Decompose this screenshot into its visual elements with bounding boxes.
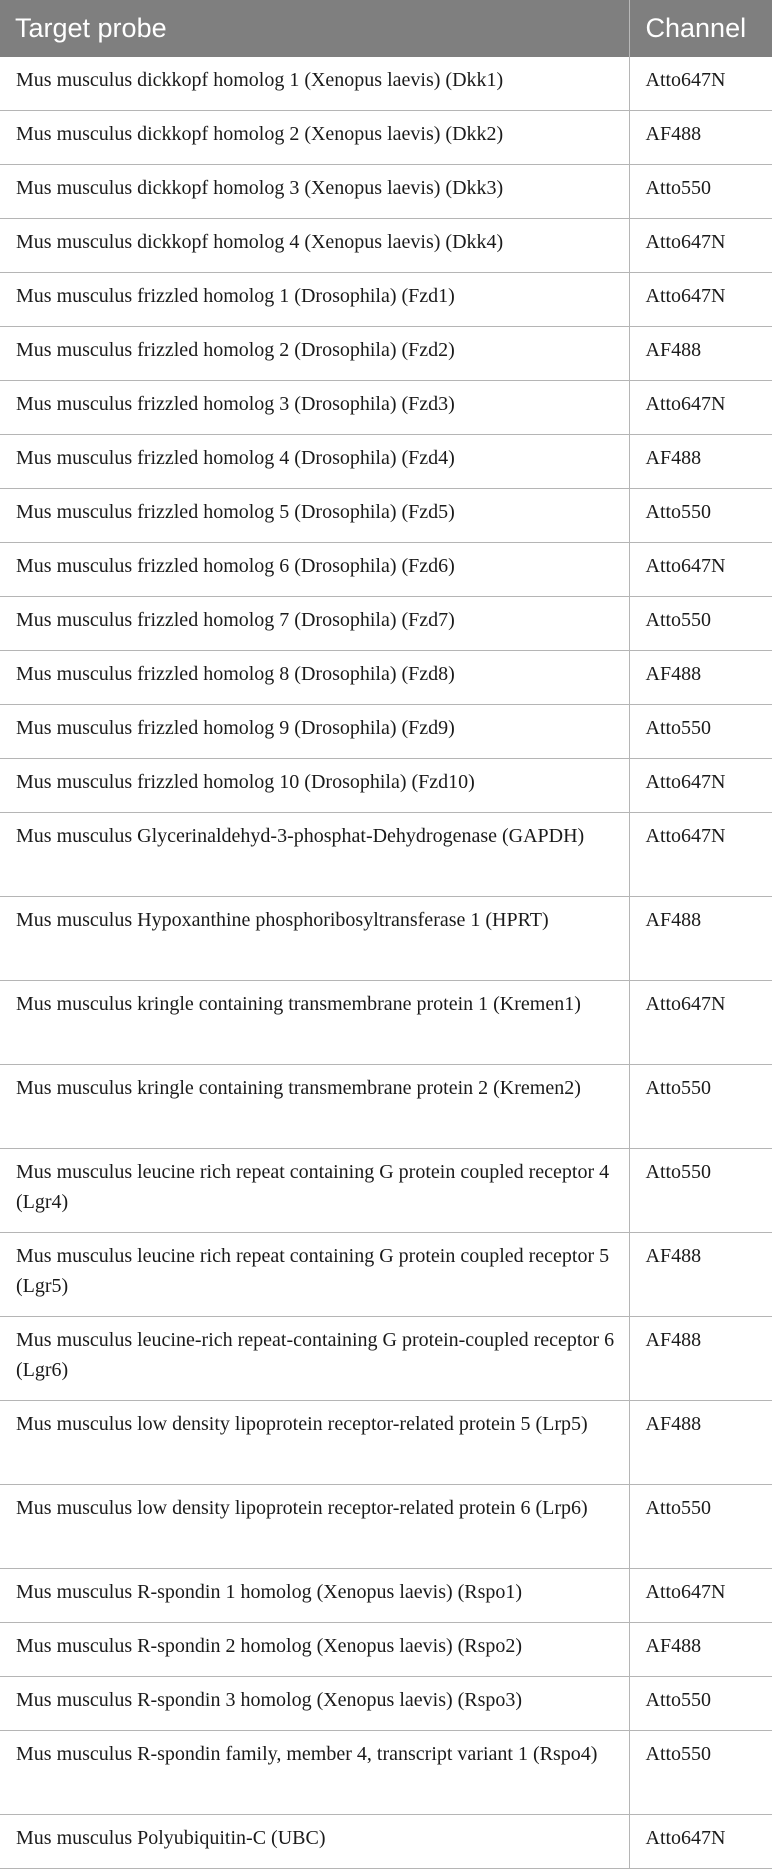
- table-row: [0, 981, 772, 1065]
- channel-cell: Atto647N: [629, 381, 772, 435]
- table-row: [0, 1149, 772, 1233]
- probe-cell: Mus musculus R-spondin 1 homolog (Xenopus laevis) (Rspo1): [0, 1569, 629, 1623]
- channel-cell: Atto550: [629, 165, 772, 219]
- channel-cell: Atto550: [629, 1485, 772, 1569]
- channel-cell: AF488: [629, 1401, 772, 1485]
- header-channel: Channel: [629, 0, 772, 57]
- probe-cell: Mus musculus frizzled homolog 9 (Drosophila) (Fzd9): [0, 705, 629, 759]
- probe-cell: Mus musculus Polyubiquitin-C (UBC): [0, 1815, 629, 1869]
- table-row: [0, 651, 772, 705]
- table-row: [0, 1065, 772, 1149]
- probe-cell: Mus musculus low density lipoprotein receptor-related protein 6 (Lrp6): [0, 1485, 629, 1569]
- table-row: [0, 705, 772, 759]
- probe-cell: Mus musculus dickkopf homolog 1 (Xenopus laevis) (Dkk1): [0, 57, 629, 111]
- probe-cell: Mus musculus frizzled homolog 3 (Drosophila) (Fzd3): [0, 381, 629, 435]
- probe-cell: Mus musculus kringle containing transmembrane protein 2 (Kremen2): [0, 1065, 629, 1149]
- probe-cell: Mus musculus leucine rich repeat containing G protein coupled receptor 5 (Lgr5): [0, 1233, 629, 1317]
- table-row: [0, 111, 772, 165]
- table-row: [0, 1485, 772, 1569]
- table-row: [0, 1677, 772, 1731]
- channel-cell: AF488: [629, 1317, 772, 1401]
- channel-cell: AF488: [629, 1623, 772, 1677]
- table-row: [0, 1815, 772, 1869]
- channel-cell: Atto647N: [629, 57, 772, 111]
- channel-cell: Atto550: [629, 1731, 772, 1815]
- channel-cell: AF488: [629, 435, 772, 489]
- table-row: [0, 543, 772, 597]
- table-row: [0, 1623, 772, 1677]
- probe-cell: Mus musculus frizzled homolog 6 (Drosophila) (Fzd6): [0, 543, 629, 597]
- channel-cell: Atto647N: [629, 981, 772, 1065]
- probe-cell: Mus musculus frizzled homolog 10 (Drosophila) (Fzd10): [0, 759, 629, 813]
- table-row: [0, 435, 772, 489]
- channel-cell: Atto550: [629, 597, 772, 651]
- channel-cell: Atto647N: [629, 1569, 772, 1623]
- table-row: [0, 219, 772, 273]
- channel-cell: Atto647N: [629, 1815, 772, 1869]
- table-row: [0, 597, 772, 651]
- probe-cell: Mus musculus Glycerinaldehyd-3-phosphat-Dehydrogenase (GAPDH): [0, 813, 629, 897]
- channel-cell: Atto550: [629, 1677, 772, 1731]
- table-row: [0, 1233, 772, 1317]
- table-row: [0, 381, 772, 435]
- probe-cell: Mus musculus dickkopf homolog 3 (Xenopus laevis) (Dkk3): [0, 165, 629, 219]
- probe-cell: Mus musculus frizzled homolog 1 (Drosophila) (Fzd1): [0, 273, 629, 327]
- channel-cell: Atto647N: [629, 273, 772, 327]
- probe-cell: Mus musculus leucine rich repeat containing G protein coupled receptor 4 (Lgr4): [0, 1149, 629, 1233]
- probe-cell: Mus musculus frizzled homolog 7 (Drosophila) (Fzd7): [0, 597, 629, 651]
- channel-cell: Atto647N: [629, 219, 772, 273]
- probe-cell: Mus musculus frizzled homolog 2 (Drosophila) (Fzd2): [0, 327, 629, 381]
- table-row: [0, 57, 772, 111]
- probe-cell: Mus musculus leucine-rich repeat-containing G protein-coupled receptor 6 (Lgr6): [0, 1317, 629, 1401]
- channel-cell: Atto550: [629, 1065, 772, 1149]
- probe-cell: Mus musculus dickkopf homolog 4 (Xenopus laevis) (Dkk4): [0, 219, 629, 273]
- header-target-probe: Target probe: [0, 0, 629, 57]
- channel-cell: Atto550: [629, 1149, 772, 1233]
- table-row: [0, 1731, 772, 1815]
- table-row: [0, 897, 772, 981]
- channel-cell: Atto550: [629, 489, 772, 543]
- table-row: [0, 1317, 772, 1401]
- channel-cell: Atto647N: [629, 543, 772, 597]
- channel-cell: AF488: [629, 1233, 772, 1317]
- table-row: [0, 489, 772, 543]
- channel-cell: Atto647N: [629, 813, 772, 897]
- table-row: [0, 759, 772, 813]
- probe-cell: Mus musculus kringle containing transmembrane protein 1 (Kremen1): [0, 981, 629, 1065]
- table-row: [0, 1401, 772, 1485]
- channel-cell: Atto647N: [629, 759, 772, 813]
- table-row: [0, 813, 772, 897]
- probe-cell: Mus musculus low density lipoprotein receptor-related protein 5 (Lrp5): [0, 1401, 629, 1485]
- probe-cell: Mus musculus frizzled homolog 5 (Drosophila) (Fzd5): [0, 489, 629, 543]
- table-row: [0, 1569, 772, 1623]
- channel-cell: AF488: [629, 111, 772, 165]
- channel-cell: Atto550: [629, 705, 772, 759]
- probe-cell: Mus musculus R-spondin 2 homolog (Xenopus laevis) (Rspo2): [0, 1623, 629, 1677]
- channel-cell: AF488: [629, 327, 772, 381]
- probe-cell: Mus musculus Hypoxanthine phosphoribosyltransferase 1 (HPRT): [0, 897, 629, 981]
- probe-cell: Mus musculus R-spondin 3 homolog (Xenopus laevis) (Rspo3): [0, 1677, 629, 1731]
- probe-cell: Mus musculus frizzled homolog 4 (Drosophila) (Fzd4): [0, 435, 629, 489]
- table-row: [0, 273, 772, 327]
- channel-cell: AF488: [629, 897, 772, 981]
- header-row: [0, 0, 772, 57]
- probe-cell: Mus musculus frizzled homolog 8 (Drosophila) (Fzd8): [0, 651, 629, 705]
- table-row: [0, 327, 772, 381]
- channel-cell: AF488: [629, 651, 772, 705]
- probe-cell: Mus musculus R-spondin family, member 4, transcript variant 1 (Rspo4): [0, 1731, 629, 1815]
- table-row: [0, 165, 772, 219]
- probe-cell: Mus musculus dickkopf homolog 2 (Xenopus laevis) (Dkk2): [0, 111, 629, 165]
